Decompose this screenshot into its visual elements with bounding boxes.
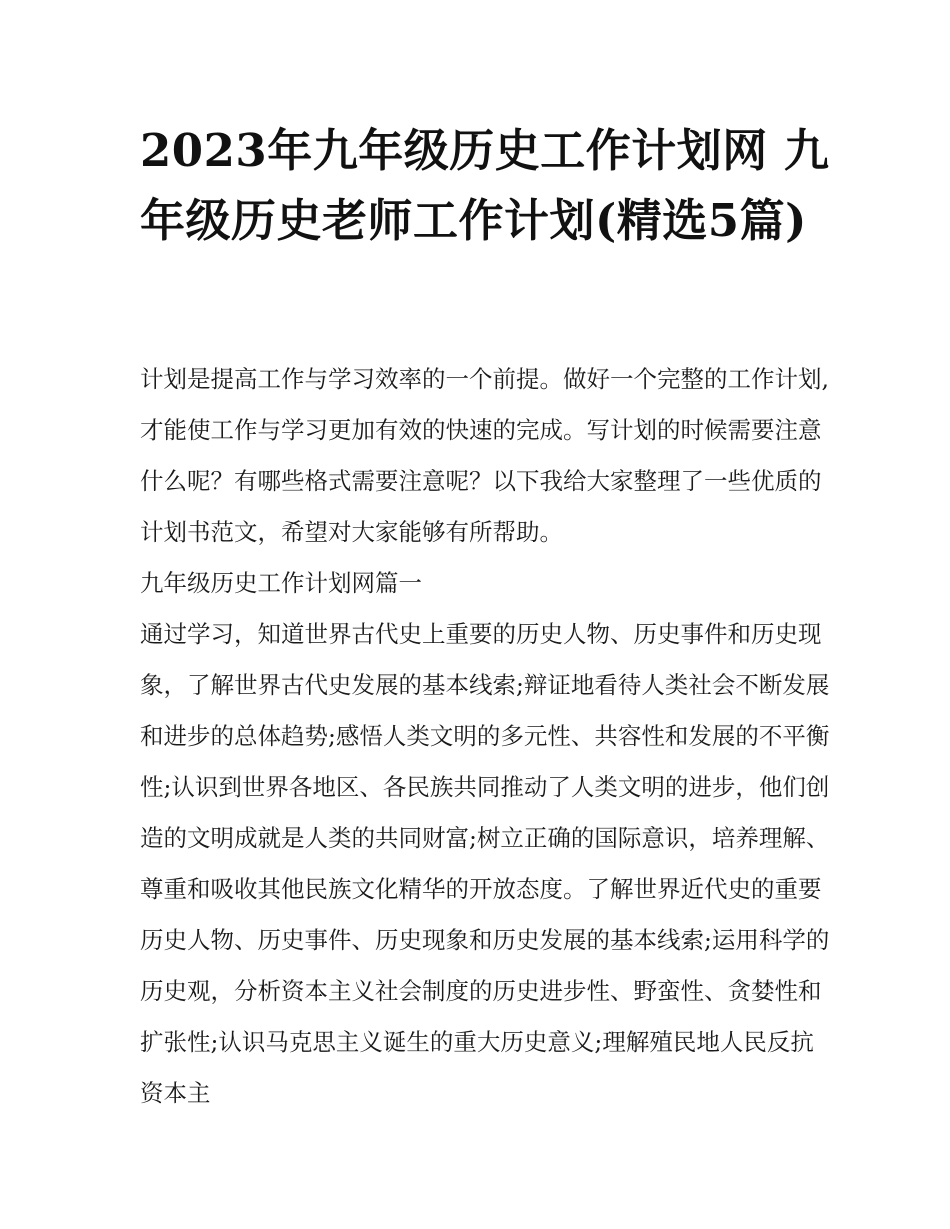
- section-heading: 九年级历史工作计划网篇一: [140, 569, 422, 597]
- document-title: 2023年九年级历史工作计划网 九年级历史老师工作计划(精选5篇): [140, 124, 830, 247]
- document-body: [140, 354, 830, 1119]
- body-paragraph: 通过学习，知道世界古代史上重要的历史人物、历史事件和历史现象，了解世界古代史发展的基本线索;辩证地看待人类社会不断发展和进步的总体趋势;感悟人类文明的多元性、共容性和发展的不平衡性;认识到世界各地区、各民族共同推动了人类文明的进步，他们创造的文明成就是人类的共同财富;树立正确的国际意识，培养理解、尊重和吸收其他民族文化精华的开放态度。了解世界近代史的重要历史人物、历史事件、历史现象和历史发展的基本线索;运用科学的历史观，分析资本主义社会制度的历史进步性、野蛮性、贪婪性和扩张性;认识马克思主义诞生的重大历史意义;理解殖民地人民反抗资本主: [140, 620, 830, 1107]
- intro-paragraph: 计划是提高工作与学习效率的一个前提。做好一个完整的工作计划,才能使工作与学习更加有效的快速的完成。写计划的时候需要注意什么呢？有哪些格式需要注意呢？以下我给大家整理了一些优质的计划书范文，希望对大家能够有所帮助。: [140, 365, 829, 546]
